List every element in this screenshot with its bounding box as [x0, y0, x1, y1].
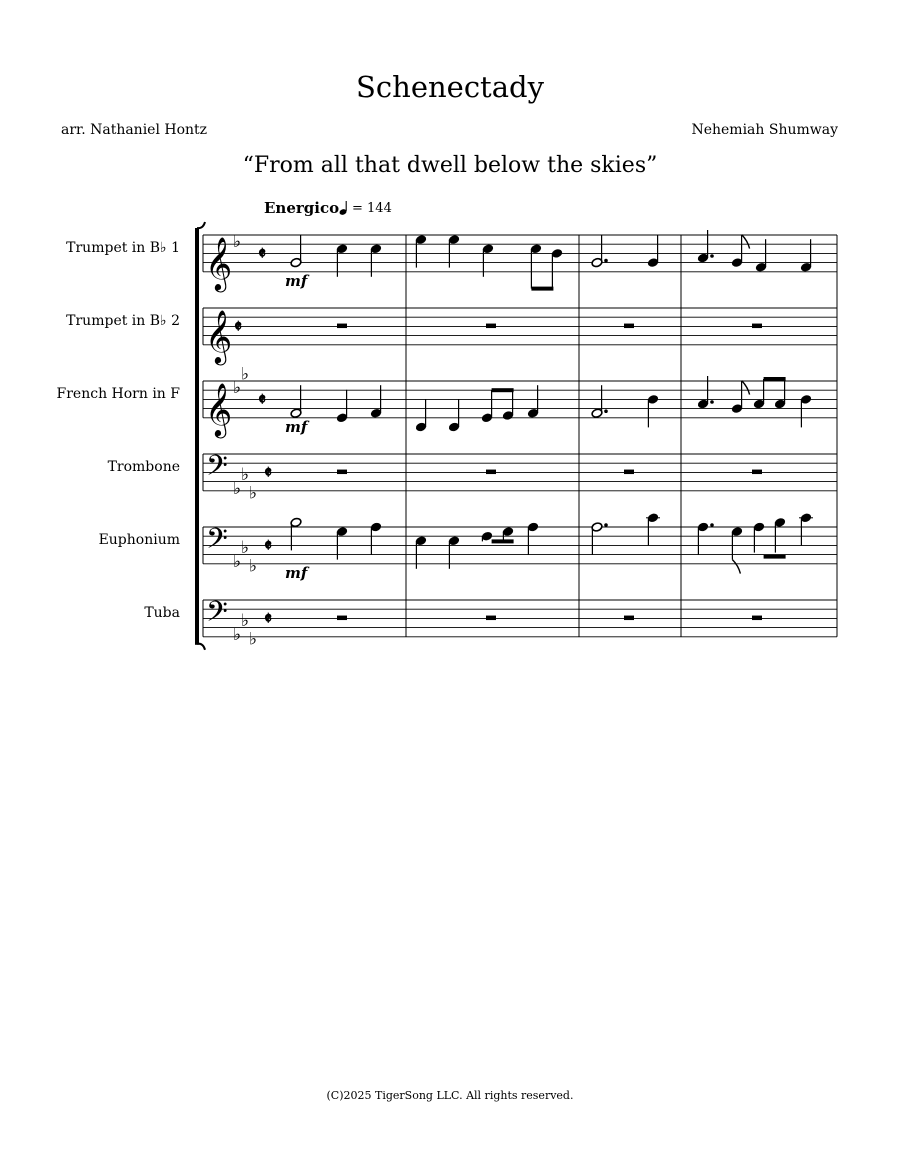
whole-rest-icon [337, 470, 347, 475]
quarter-note-icon [339, 201, 348, 216]
treble-clef-icon: 𝄞 [205, 308, 233, 363]
instrument-label-trumpet-1: Trumpet in B♭ 1 [66, 240, 180, 256]
cut-time-icon: 𝄵 [264, 462, 273, 484]
key-flat-icon: ♭ [233, 551, 242, 572]
eighth-beam [764, 555, 786, 559]
whole-rest-icon [752, 616, 762, 621]
augmentation-dot [710, 254, 714, 258]
key-flat-icon: ♭ [233, 378, 242, 399]
whole-rest-icon [486, 324, 496, 329]
composer-credit: Nehemiah Shumway [691, 122, 838, 138]
eighth-beam [492, 539, 514, 543]
whole-rest-icon [752, 324, 762, 329]
key-flat-icon: ♭ [241, 465, 250, 485]
instrument-label-tuba: Tuba [144, 605, 180, 621]
augmentation-dot [710, 400, 714, 404]
tempo-marking: Energico [264, 199, 340, 217]
treble-clef-icon: 𝄞 [205, 235, 233, 290]
instrument-label-euphonium: Euphonium [98, 532, 180, 548]
augmentation-dot [604, 523, 608, 527]
augmentation-dot [604, 409, 608, 413]
treble-clef-icon: 𝄞 [205, 381, 233, 436]
dynamic-mf-trumpet-1: mf [285, 272, 308, 290]
eighth-flag-icon [732, 560, 740, 574]
whole-rest-icon [624, 470, 634, 475]
whole-rest-icon [486, 616, 496, 621]
key-flat-icon: ♭ [249, 629, 258, 650]
eighth-flag-icon [742, 381, 750, 395]
whole-rest-icon [752, 470, 762, 475]
instrument-label-french-horn: French Horn in F [56, 386, 180, 402]
whole-rest-icon [624, 324, 634, 329]
eighth-beam [531, 287, 553, 291]
whole-rest-icon [624, 616, 634, 621]
copyright-footer: (C)2025 TigerSong LLC. All rights reserved. [326, 1089, 574, 1102]
bracket-top-hook [197, 222, 205, 228]
instrument-label-trombone: Trombone [107, 459, 180, 475]
score-subtitle: “From all that dwell below the skies” [242, 153, 658, 178]
augmentation-dot [604, 259, 608, 263]
eighth-beam [492, 388, 514, 392]
key-flat-icon: ♭ [241, 364, 250, 385]
key-flat-icon: ♭ [249, 483, 258, 504]
whole-rest-icon [486, 470, 496, 475]
key-flat-icon: ♭ [233, 624, 242, 645]
eighth-beam [764, 377, 786, 381]
key-flat-icon: ♭ [241, 611, 250, 631]
cut-time-icon: 𝄵 [258, 243, 267, 265]
key-flat-icon: ♭ [241, 538, 250, 558]
dynamic-mf-french-horn: mf [285, 418, 308, 436]
key-flat-icon: ♭ [233, 478, 242, 499]
augmentation-dot [710, 523, 714, 527]
bass-clef-icon: 𝄢 [206, 522, 228, 563]
cut-time-icon: 𝄵 [264, 535, 273, 557]
arranger-credit: arr. Nathaniel Hontz [61, 122, 208, 138]
instrument-label-trumpet-2: Trumpet in B♭ 2 [66, 313, 180, 329]
dynamic-mf-euphonium: mf [285, 564, 308, 582]
eighth-flag-icon [742, 235, 750, 249]
key-flat-icon: ♭ [249, 556, 258, 577]
whole-rest-icon [337, 324, 347, 329]
system-bracket [195, 228, 199, 645]
tempo-bpm: = 144 [352, 201, 392, 216]
score-title: Schenectady [356, 70, 544, 104]
cut-time-icon: 𝄵 [264, 608, 273, 630]
bass-clef-icon: 𝄢 [206, 449, 228, 490]
bass-clef-icon: 𝄢 [206, 595, 228, 636]
cut-time-icon: 𝄵 [234, 316, 243, 338]
whole-rest-icon [337, 616, 347, 621]
key-flat-icon: ♭ [233, 232, 242, 253]
cut-time-icon: 𝄵 [258, 389, 267, 411]
